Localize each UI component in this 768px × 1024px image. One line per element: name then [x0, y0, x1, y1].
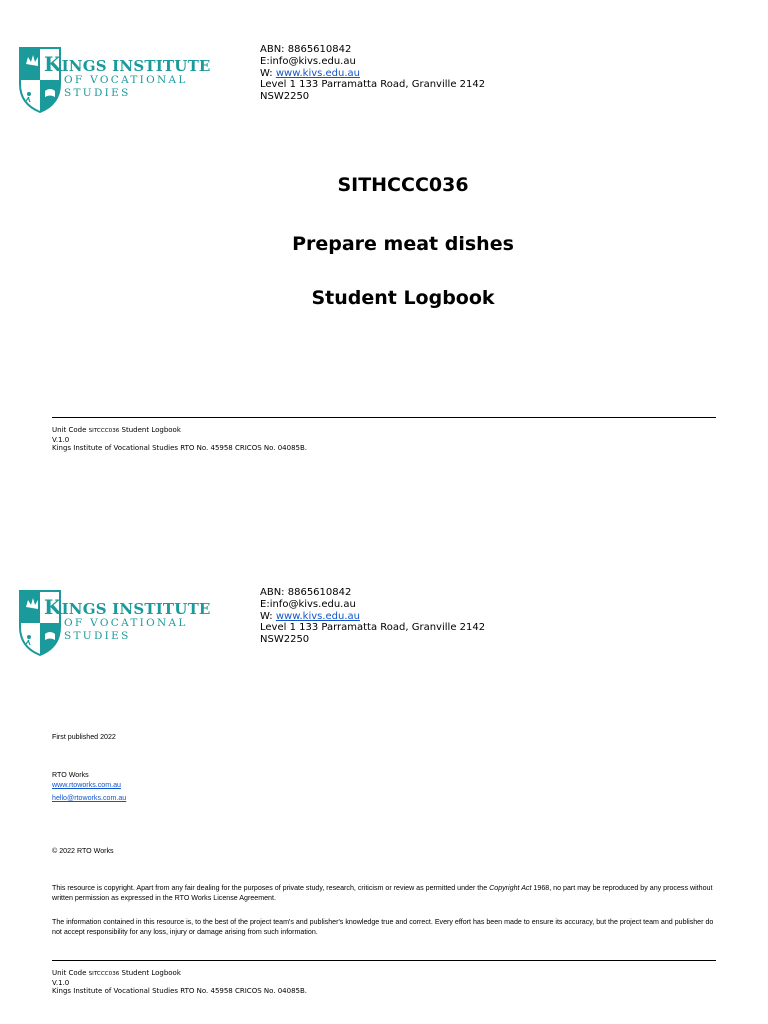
copyright-notice: © 2022 RTO Works	[52, 847, 114, 855]
publisher-name: RTO Works	[52, 771, 89, 779]
unit-title: Prepare meat dishes	[292, 233, 514, 255]
website-link[interactable]: www.kivs.edu.au	[275, 67, 361, 79]
footer-divider	[52, 417, 716, 418]
copyright-paragraph: This resource is copyright. Apart from any fair dealing for the purposes of private study, research, criticism or review as permitted under the Copyright Act 1968, no part may be reproduced by any process without written permission as expressed in the RTO Works License Agreement.	[52, 884, 713, 902]
logo-subtitle-1: OF VOCATIONAL	[64, 617, 188, 629]
abn-text: ABN: 8865610842	[260, 44, 352, 55]
publisher-website-link[interactable]: www.rtoworks.com.au	[52, 780, 121, 789]
publisher-block	[52, 771, 722, 804]
logbook-title: Student Logbook	[311, 287, 495, 309]
contact-block	[260, 44, 485, 103]
logo-subtitle-1: OF VOCATIONAL	[64, 74, 188, 86]
postcode-text: NSW2250	[260, 91, 310, 103]
logo-subtitle-2: STUDIES	[64, 630, 131, 642]
institute-logo	[16, 587, 211, 659]
website-link[interactable]: www.kivs.edu.au	[275, 610, 361, 622]
logo-title: KINGS INSTITUTE	[44, 52, 211, 76]
web-line: W: www.kivs.edu.au	[260, 610, 361, 622]
abn-text: ABN: 8865610842	[260, 587, 352, 598]
copyright-page	[0, 543, 768, 1024]
contact-block	[260, 587, 485, 646]
email-text: E:info@kivs.edu.au	[260, 55, 356, 67]
email-text: E:info@kivs.edu.au	[260, 598, 356, 610]
unit-code-title: SITHCCC036	[337, 174, 469, 196]
institute-logo	[16, 44, 211, 116]
address-text: Level 1 133 Parramatta Road, Granville 2142	[260, 79, 486, 91]
first-published-text: First published 2022	[52, 733, 116, 741]
publisher-email-link[interactable]: hello@rtoworks.com.au	[52, 794, 127, 802]
logo-title: KINGS INSTITUTE	[44, 595, 211, 619]
disclaimer-paragraph: The information contained in this resource is, to the best of the project team's and publisher's knowledge true and correct. Every effort has been made to ensure its accuracy, but the project team and publisher do not accept responsibility for any loss, injury or damage arising from such information.	[52, 918, 714, 936]
web-line: W: www.kivs.edu.au	[260, 67, 361, 79]
postcode-text: NSW2250	[260, 634, 310, 646]
logo-subtitle-2: STUDIES	[64, 87, 131, 99]
page-footer: Unit Code SITCCC036 Student Logbook V.1.0 Kings Institute of Vocational Studies RTO No. 45958 CRICOS No. 04085B.	[52, 969, 308, 996]
footer-divider	[52, 960, 716, 961]
page-footer: Unit Code SITCCC036 Student Logbook V.1.0 Kings Institute of Vocational Studies RTO No. 45958 CRICOS No. 04085B.	[52, 426, 308, 453]
address-text: Level 1 133 Parramatta Road, Granville 2142	[260, 622, 486, 634]
